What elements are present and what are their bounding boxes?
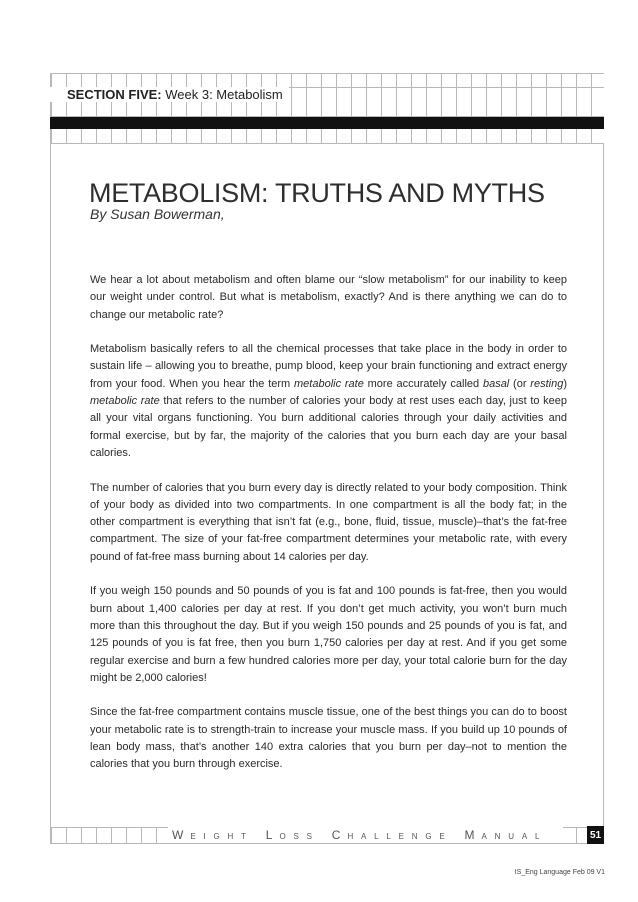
paragraph-1: We hear a lot about metabolism and often blame our “slow metabolism” for our inability to keep our weight under control. But what is metabolism, exactly? And is there anything we can do to change our metabolic rate? [90, 274, 567, 321]
frame-right-rule [603, 144, 604, 827]
section-label-rest: Week 3: Metabolism [161, 87, 283, 102]
footer-word-weight [172, 828, 254, 842]
paragraph-2-emphasis: basal [482, 377, 510, 390]
section-label-bold: SECTION FIVE: [67, 87, 162, 102]
paragraph-2-emphasis: metabolic rate [90, 395, 160, 408]
footer-word-rest: ANUAL [481, 831, 548, 841]
footer-word-rest: EIGHT [190, 831, 254, 841]
article-byline: By Susan Bowerman, [90, 206, 225, 222]
header-black-band [50, 117, 604, 129]
footer-word-initial: M [464, 827, 482, 842]
footer-word-rest: OSS [279, 831, 320, 841]
section-label [50, 87, 289, 102]
paragraph-2 [90, 341, 567, 462]
footer-word-rest: HALLENGE [347, 831, 453, 841]
footer-word-initial: W [172, 827, 191, 842]
paragraph-5: Since the fat-free compartment contains muscle tissue, one of the best things you can do to boost your metabolic rate is to strength-train to increase your muscle mass. If you build up 10 pounds of lean body mass, that’s another 140 extra calories that you burn per day–not to mention the calories that you burn through exercise. [90, 706, 567, 771]
footer-word-initial: L [265, 827, 280, 842]
article-body [90, 272, 567, 791]
paragraph-2-emphasis: resting [530, 377, 564, 390]
footer-word-challenge [332, 828, 453, 842]
document-id: IS_Eng Language Feb 09 V1 [514, 869, 605, 876]
footer-manual-title [168, 826, 563, 843]
footer-word-manual [465, 828, 548, 842]
footer-word-loss [266, 828, 320, 842]
article-title: METABOLISM: TRUTHS AND MYTHS [89, 178, 545, 208]
footer-word-initial: C [331, 827, 348, 842]
paragraph-4: If you weigh 150 pounds and 50 pounds of you is fat and 100 pounds is fat-free, then you would burn about 1,400 calories per day at rest. If you don’t get much activity, you won’t burn much more than this throughout the day. But if you weigh 150 pounds and 25 pounds of you is fat, and 125 pounds of you is fat free, then you burn 1,750 calories per day at rest. And if you get some regular exercise and burn a few hundred calories more per day, your total calorie burn for the day might be 2,000 calories! [90, 585, 567, 684]
paragraph-2-text: ) [563, 377, 567, 390]
page-number: 51 [587, 826, 604, 844]
frame-left-rule [50, 144, 51, 827]
paragraph-2-text: more accurately called [363, 377, 483, 390]
header-grid-lower [50, 129, 604, 144]
paragraph-3: The number of calories that you burn every day is directly related to your body composition. Think of your body as divided into two compartments. In one compartment is all the body fat; in the other compartment is everything that isn’t fat (e.g., bone, fluid, tissue, muscle)–that’s the fat-free compartment. The size of your fat-free compartment determines your metabolic rate, with every pound of fat-free mass burning about 14 calories per day. [90, 481, 567, 563]
paragraph-2-text: (or [509, 377, 531, 390]
paragraph-2-text: Metabolism basically refers to all the chemical processes that take place in the body in order to sustain life – allowing you to breathe, pump blood, keep your brain functioning and extract energy from your food. When you hear the term [90, 343, 567, 390]
paragraph-2-text: that refers to the number of calories your body at rest uses each day, just to keep all your vital organs functioning. You burn additional calories through your daily activities and formal exercise, but by far, the majority of the calories that you burn each day are your basal calories. [90, 395, 567, 459]
paragraph-2-emphasis: metabolic rate [294, 377, 364, 390]
